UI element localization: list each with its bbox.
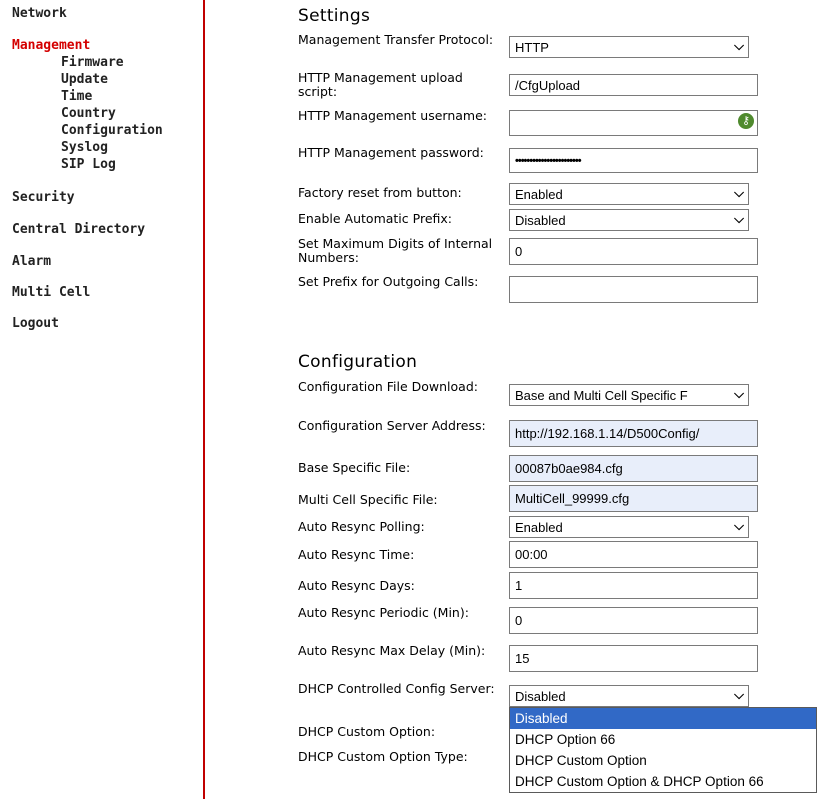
factory-reset-select[interactable] xyxy=(509,183,749,205)
http-upload-script-input[interactable]: /CfgUpload xyxy=(509,74,758,96)
label-enable-automatic-prefix: Enable Automatic Prefix: xyxy=(298,211,452,226)
label-config-server-address: Configuration Server Address: xyxy=(298,418,486,433)
select-value: HTTP xyxy=(515,40,549,55)
select-value: Disabled xyxy=(515,689,566,704)
sidebar-item-central-directory[interactable]: Central Directory xyxy=(12,222,146,237)
select-value: Enabled xyxy=(515,187,563,202)
sidebar-subitem-country[interactable]: Country xyxy=(61,106,116,121)
select-value: Disabled xyxy=(515,213,566,228)
select-value: Enabled xyxy=(515,520,563,535)
label-http-upload-script: HTTP Management upload script: xyxy=(298,70,463,99)
sidebar-subitem-configuration[interactable]: Configuration xyxy=(61,123,163,138)
auto-resync-time-input[interactable]: 00:00 xyxy=(509,541,758,568)
settings-section-title: Settings xyxy=(298,6,371,26)
sidebar-item-multi-cell[interactable]: Multi Cell xyxy=(12,285,91,300)
label-auto-resync-max-delay: Auto Resync Max Delay (Min): xyxy=(298,643,486,658)
sidebar-item-alarm[interactable]: Alarm xyxy=(12,254,52,269)
label-multi-cell-specific-file: Multi Cell Specific File: xyxy=(298,492,438,507)
dhcp-config-server-dropdown-list[interactable] xyxy=(509,707,817,793)
label-auto-resync-periodic: Auto Resync Periodic (Min): xyxy=(298,605,469,620)
base-specific-file-input[interactable]: 00087b0ae984.cfg xyxy=(509,455,758,482)
chevron-down-icon: ⌵ xyxy=(734,688,744,703)
sidebar-item-security[interactable]: Security xyxy=(12,190,75,205)
label-http-username: HTTP Management username: xyxy=(298,108,487,123)
enable-automatic-prefix-select[interactable] xyxy=(509,209,749,231)
auto-resync-max-delay-input[interactable]: 15 xyxy=(509,645,758,672)
auto-resync-days-input[interactable]: 1 xyxy=(509,572,758,599)
sidebar-subitem-time[interactable]: Time xyxy=(61,89,93,104)
chevron-down-icon: ⌵ xyxy=(734,519,744,534)
dropdown-option-dhcp-custom-and-66[interactable]: DHCP Custom Option & DHCP Option 66 xyxy=(515,774,764,789)
label-auto-resync-time: Auto Resync Time: xyxy=(298,547,415,562)
sidebar-subitem-firmware[interactable]: Firmware xyxy=(61,55,124,70)
label-auto-resync-polling: Auto Resync Polling: xyxy=(298,519,425,534)
dropdown-option-disabled[interactable]: Disabled xyxy=(510,708,816,729)
label-prefix-outgoing: Set Prefix for Outgoing Calls: xyxy=(298,274,479,289)
sidebar-item-network[interactable]: Network xyxy=(12,6,67,21)
label-management-transfer-protocol: Management Transfer Protocol: xyxy=(298,32,494,47)
sidebar-nav xyxy=(0,0,205,799)
multi-cell-specific-file-input[interactable]: MultiCell_99999.cfg xyxy=(509,485,758,512)
auto-resync-periodic-input[interactable]: 0 xyxy=(509,607,758,634)
dropdown-option-dhcp-custom-option[interactable]: DHCP Custom Option xyxy=(515,753,647,768)
label-base-specific-file: Base Specific File: xyxy=(298,460,411,475)
key-icon[interactable]: ⚷ xyxy=(738,113,754,129)
select-value: Base and Multi Cell Specific F xyxy=(515,388,688,403)
label-config-file-download: Configuration File Download: xyxy=(298,379,478,394)
sidebar-item-management[interactable]: Management xyxy=(12,38,91,53)
chevron-down-icon: ⌵ xyxy=(734,186,744,201)
management-transfer-protocol-select[interactable] xyxy=(509,36,749,58)
label-dhcp-custom-option: DHCP Custom Option: xyxy=(298,724,436,739)
chevron-down-icon: ⌵ xyxy=(734,212,744,227)
label-dhcp-custom-option-type: DHCP Custom Option Type: xyxy=(298,749,468,764)
label-dhcp-controlled-config-server: DHCP Controlled Config Server: xyxy=(298,681,495,696)
label-max-digits-internal: Set Maximum Digits of Internal Numbers: xyxy=(298,236,493,265)
config-server-address-input[interactable]: http://192.168.1.14/D500Config/ xyxy=(509,420,758,447)
http-username-input[interactable] xyxy=(509,110,758,136)
http-password-input[interactable] xyxy=(509,148,758,173)
config-file-download-select[interactable] xyxy=(509,384,749,406)
max-digits-internal-input[interactable]: 0 xyxy=(509,238,758,265)
chevron-down-icon: ⌵ xyxy=(734,387,744,402)
label-http-password: HTTP Management password: xyxy=(298,145,484,160)
auto-resync-polling-select[interactable] xyxy=(509,516,749,538)
dhcp-controlled-config-server-select[interactable] xyxy=(509,685,749,707)
password-value: ••••••••••••••••••••••• xyxy=(515,155,581,167)
prefix-outgoing-input[interactable] xyxy=(509,276,758,303)
sidebar-subitem-syslog[interactable]: Syslog xyxy=(61,140,108,155)
label-auto-resync-days: Auto Resync Days: xyxy=(298,578,415,593)
configuration-section-title: Configuration xyxy=(298,352,418,372)
dropdown-option-dhcp-option-66[interactable]: DHCP Option 66 xyxy=(515,732,616,747)
sidebar-divider xyxy=(203,0,205,799)
chevron-down-icon: ⌵ xyxy=(734,39,744,54)
label-factory-reset: Factory reset from button: xyxy=(298,185,462,200)
sidebar-subitem-sip-log[interactable]: SIP Log xyxy=(61,157,116,172)
sidebar-item-logout[interactable]: Logout xyxy=(12,316,59,331)
sidebar-subitem-update[interactable]: Update xyxy=(61,72,108,87)
